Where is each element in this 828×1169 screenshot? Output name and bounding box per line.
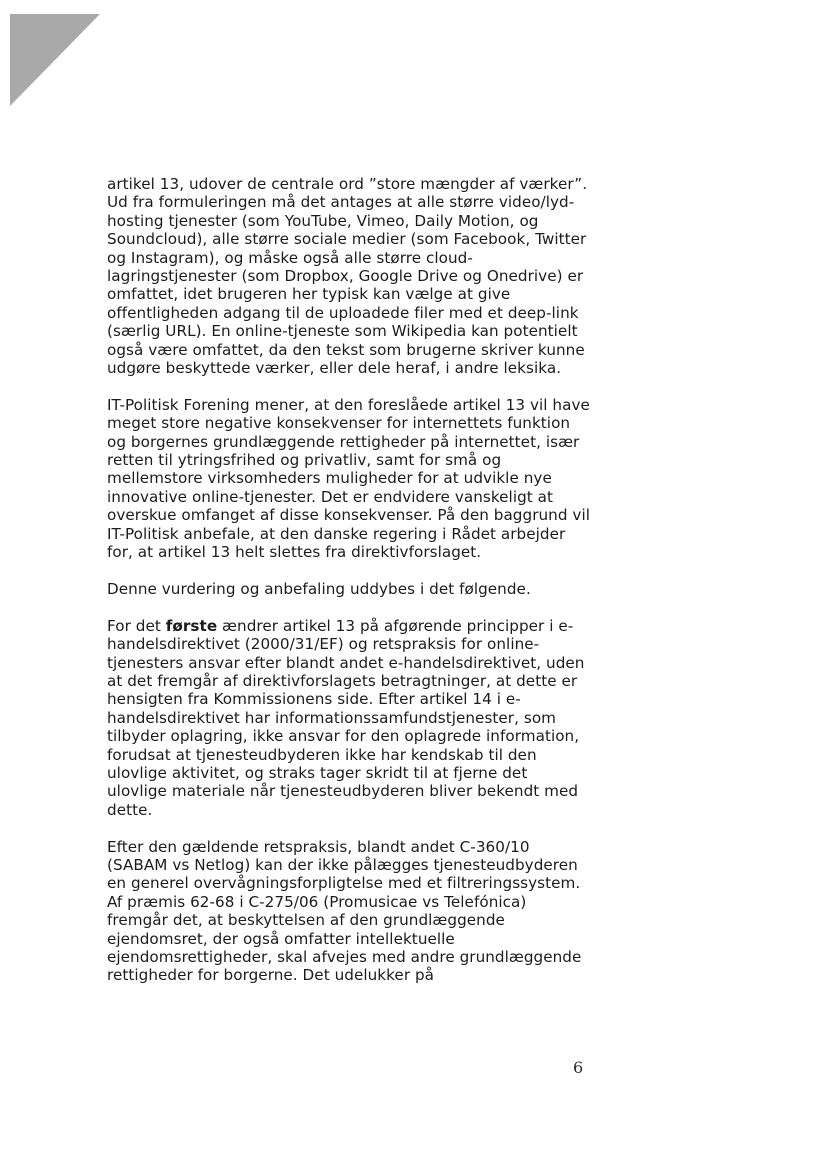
corner-fold-mark [0,0,110,110]
paragraph-4-bold-word: første [165,616,218,635]
paragraph-1: artikel 13, udover de centrale ord ”store mængder af værker”. Ud fra formuleringen må det antages at alle større video/lyd-hosting tjenester (som YouTube, Vimeo, Daily Motion, og Soundcloud), alle større sociale medier (som Facebook, Twitter og Instagram), og måske også alle større cloud-lagringstjenester (som Dropbox, Google Drive og Onedrive) er omfattet, idet brugeren her typisk kan vælge at give offentligheden adgang til de uploadede filer med et deep-link (særlig URL). En online-tjeneste som Wikipedia kan potentielt også være omfattet, da den tekst som brugerne skriver kunne udgøre beskyttede værker, eller dele heraf, i andre leksika. [107,175,588,378]
paragraph-4 [107,617,592,819]
paragraph-5: Efter den gældende retspraksis, blandt andet C-360/10 (SABAM vs Netlog) kan der ikke pålægges tjenesteudbyderen en generel overvågningsforpligtelse med et filtreringssystem. Af præmis 62-68 i C-275/06 (Promusicae vs Telefónica) fremgår det, at beskyttelsen af den grundlæggende ejendomsret, der også omfatter intellektuelle ejendomsrettigheder, skal afvejes med andre grundlæggende rettigheder for borgerne. Det udelukker på [107,837,582,985]
paragraph-3: Denne vurdering og anbefaling uddybes i det følgende. [107,579,531,598]
paragraph-4-start: For det [107,616,166,635]
page-number: 6 [573,1058,584,1077]
paragraph-4-rest: ændrer artikel 13 på afgørende principper i e-handelsdirektivet (2000/31/EF) og retspraksis for online-tjenesters ansvar efter blandt andet e-handelsdirektivet, uden at det fremgår af direktivforslagets betragtninger, at dette er hensigten fra Kommissionens side. Efter artikel 14 i e-handelsdirektivet har informationssamfundstjenester, som tilbyder oplagring, ikke ansvar for den oplagrede information, forudsat at tjenesteudbyderen ikke har kendskab til den ulovlige aktivitet, og straks tager skridt til at fjerne det ulovlige materiale når tjenesteudbyderen bliver bekendt med dette. [107,616,585,819]
document-body [107,175,592,1003]
paragraph-2: IT-Politisk Forening mener, at den foreslåede artikel 13 vil have meget store negative konsekvenser for internettets funktion og borgernes grundlæggende rettigheder på internettet, især retten til ytringsfrihed og privatliv, samt for små og mellemstore virksomheders muligheder for at udvikle nye innovative online-tjenester. Det er endvidere vanskeligt at overskue omfanget af disse konsekvenser. På den baggrund vil IT-Politisk anbefale, at den danske regering i Rådet arbejder for, at artikel 13 helt slettes fra direktivforslaget. [107,395,590,562]
